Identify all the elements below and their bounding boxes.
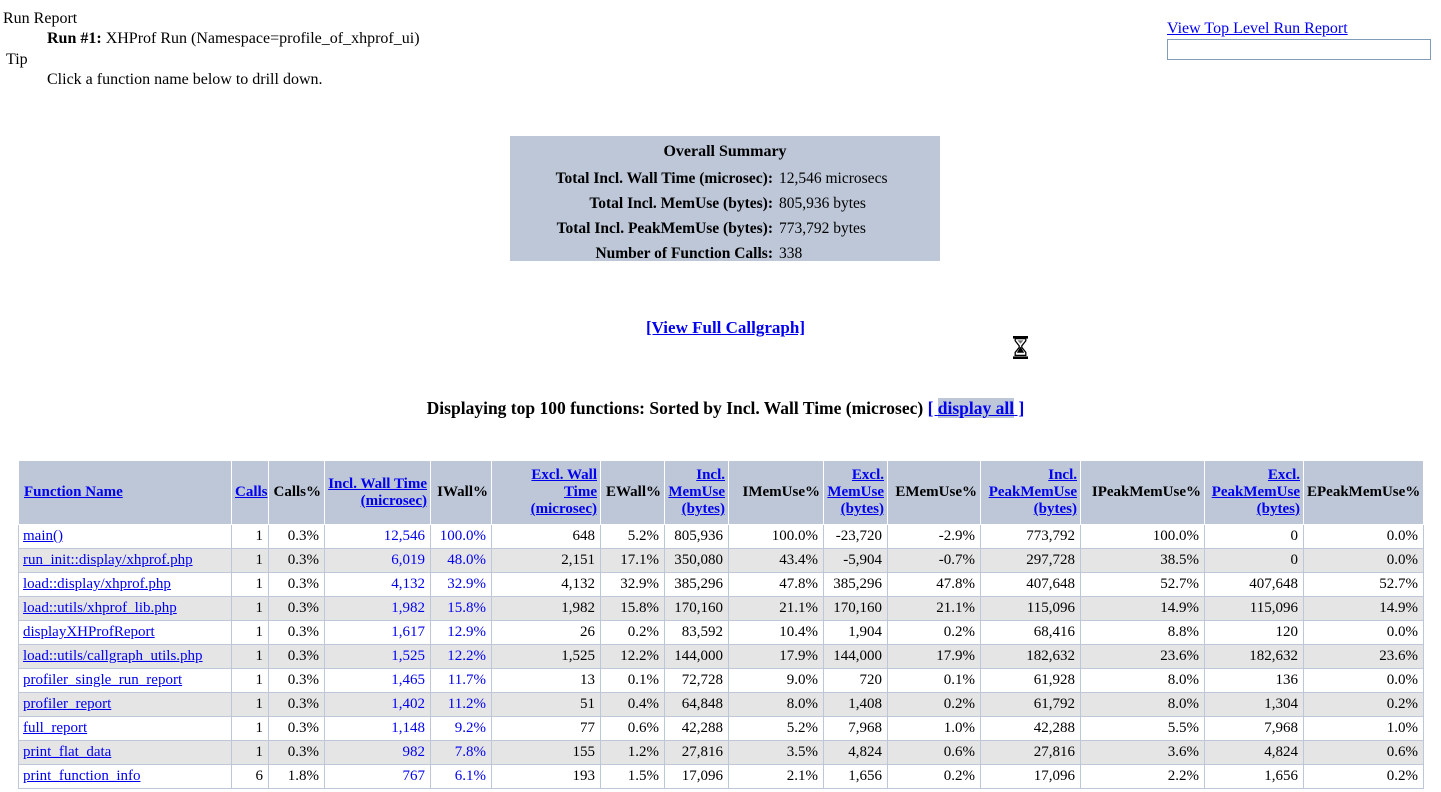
value-cell: 1 bbox=[232, 693, 269, 717]
sort-link-excl-wall-time-microsec[interactable]: Excl. Wall Time (microsec) bbox=[530, 467, 597, 517]
hourglass-cursor-icon bbox=[1012, 336, 1029, 359]
value-cell: 0.0% bbox=[1304, 549, 1424, 573]
value-cell: 0.0% bbox=[1304, 669, 1424, 693]
value-cell: 7.8% bbox=[431, 741, 492, 765]
column-header-excl-peakmemuse-bytes bbox=[1205, 461, 1304, 525]
value-cell: 5.2% bbox=[601, 525, 665, 549]
value-cell: 1,525 bbox=[492, 645, 601, 669]
value-cell: 77 bbox=[492, 717, 601, 741]
value-cell: 182,632 bbox=[1205, 645, 1304, 669]
value-cell: 61,792 bbox=[981, 693, 1081, 717]
value-cell: 1,982 bbox=[492, 597, 601, 621]
value-cell: 155 bbox=[492, 741, 601, 765]
functions-table bbox=[18, 460, 1424, 789]
run-description-line bbox=[47, 30, 420, 48]
column-header-calls: Calls% bbox=[269, 461, 325, 525]
table-heading bbox=[10, 398, 1441, 419]
column-header-excl-wall-time-microsec bbox=[492, 461, 601, 525]
value-cell: 1 bbox=[232, 525, 269, 549]
value-cell: 297,728 bbox=[981, 549, 1081, 573]
run-report-heading: Run Report bbox=[3, 10, 78, 27]
value-cell: 21.1% bbox=[729, 597, 824, 621]
table-row bbox=[19, 645, 1424, 669]
table-row bbox=[19, 717, 1424, 741]
value-cell: 12,546 bbox=[325, 525, 431, 549]
value-cell: 4,824 bbox=[824, 741, 888, 765]
summary-row bbox=[510, 241, 940, 266]
value-cell: 0.3% bbox=[269, 597, 325, 621]
value-cell: 1 bbox=[232, 717, 269, 741]
run-number-label: Run #1: bbox=[47, 30, 102, 47]
value-cell: 1.5% bbox=[601, 765, 665, 789]
value-cell: 9.0% bbox=[729, 669, 824, 693]
value-cell: 9.2% bbox=[431, 717, 492, 741]
overall-summary-box bbox=[510, 136, 940, 261]
value-cell: 1,656 bbox=[824, 765, 888, 789]
table-row bbox=[19, 741, 1424, 765]
value-cell: 2,151 bbox=[492, 549, 601, 573]
function-cell bbox=[19, 741, 232, 765]
function-link[interactable]: main() bbox=[23, 528, 63, 544]
sort-link-incl-peakmemuse-bytes[interactable]: Incl. PeakMemUse (bytes) bbox=[988, 467, 1077, 517]
value-cell: 1,904 bbox=[824, 621, 888, 645]
table-row bbox=[19, 525, 1424, 549]
sort-link-excl-memuse-bytes[interactable]: Excl. MemUse (bytes) bbox=[827, 467, 884, 517]
value-cell: 15.8% bbox=[431, 597, 492, 621]
function-cell bbox=[19, 765, 232, 789]
value-cell: 350,080 bbox=[665, 549, 729, 573]
value-cell: 6 bbox=[232, 765, 269, 789]
value-cell: 3.5% bbox=[729, 741, 824, 765]
summary-label: Total Incl. PeakMemUse (bytes): bbox=[556, 219, 773, 237]
value-cell: 170,160 bbox=[665, 597, 729, 621]
value-cell: 0.2% bbox=[1304, 693, 1424, 717]
column-header-function-name bbox=[19, 461, 232, 525]
value-cell: 0.3% bbox=[269, 549, 325, 573]
value-cell: 8.0% bbox=[1081, 693, 1205, 717]
value-cell: 1,408 bbox=[824, 693, 888, 717]
value-cell: 32.9% bbox=[431, 573, 492, 597]
table-row bbox=[19, 621, 1424, 645]
value-cell: 385,296 bbox=[665, 573, 729, 597]
function-cell bbox=[19, 717, 232, 741]
value-cell: 7,968 bbox=[824, 717, 888, 741]
function-link[interactable]: displayXHProfReport bbox=[23, 624, 155, 640]
summary-table-body bbox=[510, 166, 940, 266]
table-body bbox=[19, 525, 1424, 789]
value-cell: 0.4% bbox=[601, 693, 665, 717]
value-cell: 0 bbox=[1205, 549, 1304, 573]
value-cell: 100.0% bbox=[729, 525, 824, 549]
display-all-link[interactable]: [ display all ] bbox=[927, 398, 1025, 418]
value-cell: 52.7% bbox=[1081, 573, 1205, 597]
value-cell: 0.6% bbox=[601, 717, 665, 741]
function-link[interactable]: full_report bbox=[23, 720, 88, 736]
value-cell: 1,465 bbox=[325, 669, 431, 693]
value-cell: 8.0% bbox=[1081, 669, 1205, 693]
value-cell: -23,720 bbox=[824, 525, 888, 549]
sort-link-incl-memuse-bytes[interactable]: Incl. MemUse (bytes) bbox=[668, 467, 725, 517]
function-link[interactable]: load::utils/xhprof_lib.php bbox=[23, 600, 177, 616]
function-link[interactable]: print_function_info bbox=[23, 768, 141, 784]
value-cell: 23.6% bbox=[1304, 645, 1424, 669]
value-cell: 47.8% bbox=[888, 573, 981, 597]
summary-value: 805,936 bytes bbox=[779, 194, 866, 212]
value-cell: 17,096 bbox=[981, 765, 1081, 789]
value-cell: 12.9% bbox=[431, 621, 492, 645]
view-top-level-run-report-link[interactable]: View Top Level Run Report bbox=[1167, 20, 1348, 37]
summary-value: 338 bbox=[779, 244, 803, 262]
function-link[interactable]: profiler_report bbox=[23, 696, 112, 712]
value-cell: 2.2% bbox=[1081, 765, 1205, 789]
value-cell: 0.3% bbox=[269, 693, 325, 717]
value-cell: -5,904 bbox=[824, 549, 888, 573]
value-cell: 1 bbox=[232, 669, 269, 693]
column-header-ewall: EWall% bbox=[601, 461, 665, 525]
sort-link-function-name[interactable]: Function Name bbox=[24, 484, 123, 500]
summary-table bbox=[510, 166, 940, 266]
value-cell: 61,928 bbox=[981, 669, 1081, 693]
value-cell: 4,132 bbox=[492, 573, 601, 597]
value-cell: 64,848 bbox=[665, 693, 729, 717]
table-row bbox=[19, 693, 1424, 717]
column-header-incl-wall-time-microsec bbox=[325, 461, 431, 525]
function-link[interactable]: load::display/xhprof.php bbox=[23, 576, 171, 592]
value-cell: 8.8% bbox=[1081, 621, 1205, 645]
value-cell: 1 bbox=[232, 573, 269, 597]
value-cell: 3.6% bbox=[1081, 741, 1205, 765]
sort-link-excl-peakmemuse-bytes[interactable]: Excl. PeakMemUse (bytes) bbox=[1211, 467, 1300, 517]
value-cell: 0.3% bbox=[269, 717, 325, 741]
table-header-row bbox=[19, 461, 1424, 525]
value-cell: 407,648 bbox=[981, 573, 1081, 597]
summary-label: Total Incl. MemUse (bytes): bbox=[589, 194, 773, 212]
value-cell: 182,632 bbox=[981, 645, 1081, 669]
value-cell: 0.3% bbox=[269, 645, 325, 669]
value-cell: 7,968 bbox=[1205, 717, 1304, 741]
column-header-calls bbox=[232, 461, 269, 525]
summary-label: Number of Function Calls: bbox=[595, 244, 773, 262]
summary-value: 773,792 bytes bbox=[779, 219, 866, 237]
value-cell: 11.2% bbox=[431, 693, 492, 717]
value-cell: 1,617 bbox=[325, 621, 431, 645]
table-row bbox=[19, 765, 1424, 789]
summary-row bbox=[510, 191, 940, 216]
value-cell: 1,982 bbox=[325, 597, 431, 621]
function-link[interactable]: print_flat_data bbox=[23, 744, 112, 760]
value-cell: 0.2% bbox=[1304, 765, 1424, 789]
summary-title: Overall Summary bbox=[663, 143, 787, 160]
value-cell: 4,824 bbox=[1205, 741, 1304, 765]
value-cell: 48.0% bbox=[431, 549, 492, 573]
value-cell: 14.9% bbox=[1081, 597, 1205, 621]
function-link[interactable]: run_init::display/xhprof.php bbox=[23, 552, 193, 568]
value-cell: 68,416 bbox=[981, 621, 1081, 645]
value-cell: 27,816 bbox=[665, 741, 729, 765]
value-cell: 17.9% bbox=[888, 645, 981, 669]
column-header-epeakmemuse: EPeakMemUse% bbox=[1304, 461, 1424, 525]
value-cell: 4,132 bbox=[325, 573, 431, 597]
value-cell: 11.7% bbox=[431, 669, 492, 693]
tip-text: Click a function name below to drill down. bbox=[47, 71, 323, 88]
value-cell: 5.2% bbox=[729, 717, 824, 741]
value-cell: 144,000 bbox=[665, 645, 729, 669]
value-cell: 0.3% bbox=[269, 573, 325, 597]
table-row bbox=[19, 597, 1424, 621]
value-cell: 0.3% bbox=[269, 621, 325, 645]
value-cell: 120 bbox=[1205, 621, 1304, 645]
value-cell: 5.5% bbox=[1081, 717, 1205, 741]
value-cell: -0.7% bbox=[888, 549, 981, 573]
value-cell: 0.3% bbox=[269, 669, 325, 693]
value-cell: 8.0% bbox=[729, 693, 824, 717]
value-cell: 648 bbox=[492, 525, 601, 549]
table-row bbox=[19, 549, 1424, 573]
callgraph-line bbox=[10, 318, 1441, 338]
view-full-callgraph-link[interactable]: [View Full Callgraph] bbox=[646, 318, 805, 337]
value-cell: 17.9% bbox=[729, 645, 824, 669]
value-cell: 144,000 bbox=[824, 645, 888, 669]
value-cell: 1.0% bbox=[1304, 717, 1424, 741]
value-cell: 12.2% bbox=[431, 645, 492, 669]
function-cell bbox=[19, 621, 232, 645]
column-header-excl-memuse-bytes bbox=[824, 461, 888, 525]
column-header-ipeakmemuse: IPeakMemUse% bbox=[1081, 461, 1205, 525]
value-cell: 38.5% bbox=[1081, 549, 1205, 573]
tip-heading: Tip bbox=[6, 51, 28, 68]
value-cell: 13 bbox=[492, 669, 601, 693]
value-cell: 1 bbox=[232, 597, 269, 621]
function-cell bbox=[19, 573, 232, 597]
value-cell: 43.4% bbox=[729, 549, 824, 573]
column-header-incl-peakmemuse-bytes bbox=[981, 461, 1081, 525]
value-cell: 23.6% bbox=[1081, 645, 1205, 669]
value-cell: 2.1% bbox=[729, 765, 824, 789]
sort-link-incl-wall-time-microsec[interactable]: Incl. Wall Time (microsec) bbox=[328, 475, 427, 509]
function-cell bbox=[19, 669, 232, 693]
value-cell: 0.0% bbox=[1304, 621, 1424, 645]
table-row bbox=[19, 669, 1424, 693]
value-cell: 0.0% bbox=[1304, 525, 1424, 549]
function-cell bbox=[19, 597, 232, 621]
value-cell: 1 bbox=[232, 621, 269, 645]
value-cell: 15.8% bbox=[601, 597, 665, 621]
value-cell: 0.2% bbox=[601, 621, 665, 645]
value-cell: 17,096 bbox=[665, 765, 729, 789]
value-cell: 720 bbox=[824, 669, 888, 693]
heading-text: Displaying top 100 functions: Sorted by Incl. Wall Time (microsec) bbox=[426, 398, 924, 418]
value-cell: 0.2% bbox=[888, 621, 981, 645]
sort-link-calls[interactable]: Calls bbox=[235, 484, 268, 500]
value-cell: 42,288 bbox=[981, 717, 1081, 741]
function-link[interactable]: load::utils/callgraph_utils.php bbox=[23, 648, 203, 664]
value-cell: 1.8% bbox=[269, 765, 325, 789]
value-cell: 0.3% bbox=[269, 525, 325, 549]
value-cell: 0.6% bbox=[888, 741, 981, 765]
function-cell bbox=[19, 525, 232, 549]
value-cell: 6.1% bbox=[431, 765, 492, 789]
function-cell bbox=[19, 645, 232, 669]
function-link[interactable]: profiler_single_run_report bbox=[23, 672, 183, 688]
function-cell bbox=[19, 693, 232, 717]
value-cell: 1,148 bbox=[325, 717, 431, 741]
value-cell: 193 bbox=[492, 765, 601, 789]
column-header-iwall: IWall% bbox=[431, 461, 492, 525]
value-cell: 72,728 bbox=[665, 669, 729, 693]
value-cell: 27,816 bbox=[981, 741, 1081, 765]
value-cell: 83,592 bbox=[665, 621, 729, 645]
value-cell: 136 bbox=[1205, 669, 1304, 693]
value-cell: 17.1% bbox=[601, 549, 665, 573]
value-cell: 0.2% bbox=[888, 693, 981, 717]
value-cell: 1 bbox=[232, 549, 269, 573]
value-cell: 0.1% bbox=[888, 669, 981, 693]
value-cell: 47.8% bbox=[729, 573, 824, 597]
value-cell: 21.1% bbox=[888, 597, 981, 621]
value-cell: 0.2% bbox=[888, 765, 981, 789]
value-cell: 10.4% bbox=[729, 621, 824, 645]
value-cell: 51 bbox=[492, 693, 601, 717]
column-header-incl-memuse-bytes bbox=[665, 461, 729, 525]
value-cell: 1 bbox=[232, 741, 269, 765]
summary-row bbox=[510, 166, 940, 191]
summary-value: 12,546 microsecs bbox=[779, 169, 888, 187]
table-row bbox=[19, 573, 1424, 597]
value-cell: 1.2% bbox=[601, 741, 665, 765]
value-cell: 0.1% bbox=[601, 669, 665, 693]
value-cell: 14.9% bbox=[1304, 597, 1424, 621]
value-cell: 100.0% bbox=[1081, 525, 1205, 549]
value-cell: 32.9% bbox=[601, 573, 665, 597]
value-cell: 170,160 bbox=[824, 597, 888, 621]
value-cell: 52.7% bbox=[1304, 573, 1424, 597]
value-cell: 385,296 bbox=[824, 573, 888, 597]
display-all-label[interactable]: display all bbox=[937, 398, 1015, 418]
value-cell: 12.2% bbox=[601, 645, 665, 669]
value-cell: 0 bbox=[1205, 525, 1304, 549]
function-cell bbox=[19, 549, 232, 573]
value-cell: 982 bbox=[325, 741, 431, 765]
value-cell: 767 bbox=[325, 765, 431, 789]
value-cell: 115,096 bbox=[1205, 597, 1304, 621]
column-header-ememuse: EMemUse% bbox=[888, 461, 981, 525]
value-cell: 1,525 bbox=[325, 645, 431, 669]
run-id-input[interactable] bbox=[1167, 39, 1431, 60]
value-cell: -2.9% bbox=[888, 525, 981, 549]
value-cell: 100.0% bbox=[431, 525, 492, 549]
value-cell: 1,402 bbox=[325, 693, 431, 717]
value-cell: 1,304 bbox=[1205, 693, 1304, 717]
value-cell: 26 bbox=[492, 621, 601, 645]
run-description: XHProf Run (Namespace=profile_of_xhprof_ui) bbox=[101, 30, 420, 47]
value-cell: 6,019 bbox=[325, 549, 431, 573]
value-cell: 0.3% bbox=[269, 741, 325, 765]
value-cell: 1,656 bbox=[1205, 765, 1304, 789]
column-header-imemuse: IMemUse% bbox=[729, 461, 824, 525]
value-cell: 0.6% bbox=[1304, 741, 1424, 765]
value-cell: 805,936 bbox=[665, 525, 729, 549]
summary-label: Total Incl. Wall Time (microsec): bbox=[555, 169, 773, 187]
value-cell: 407,648 bbox=[1205, 573, 1304, 597]
value-cell: 773,792 bbox=[981, 525, 1081, 549]
summary-row bbox=[510, 216, 940, 241]
value-cell: 1 bbox=[232, 645, 269, 669]
value-cell: 1.0% bbox=[888, 717, 981, 741]
value-cell: 115,096 bbox=[981, 597, 1081, 621]
value-cell: 42,288 bbox=[665, 717, 729, 741]
